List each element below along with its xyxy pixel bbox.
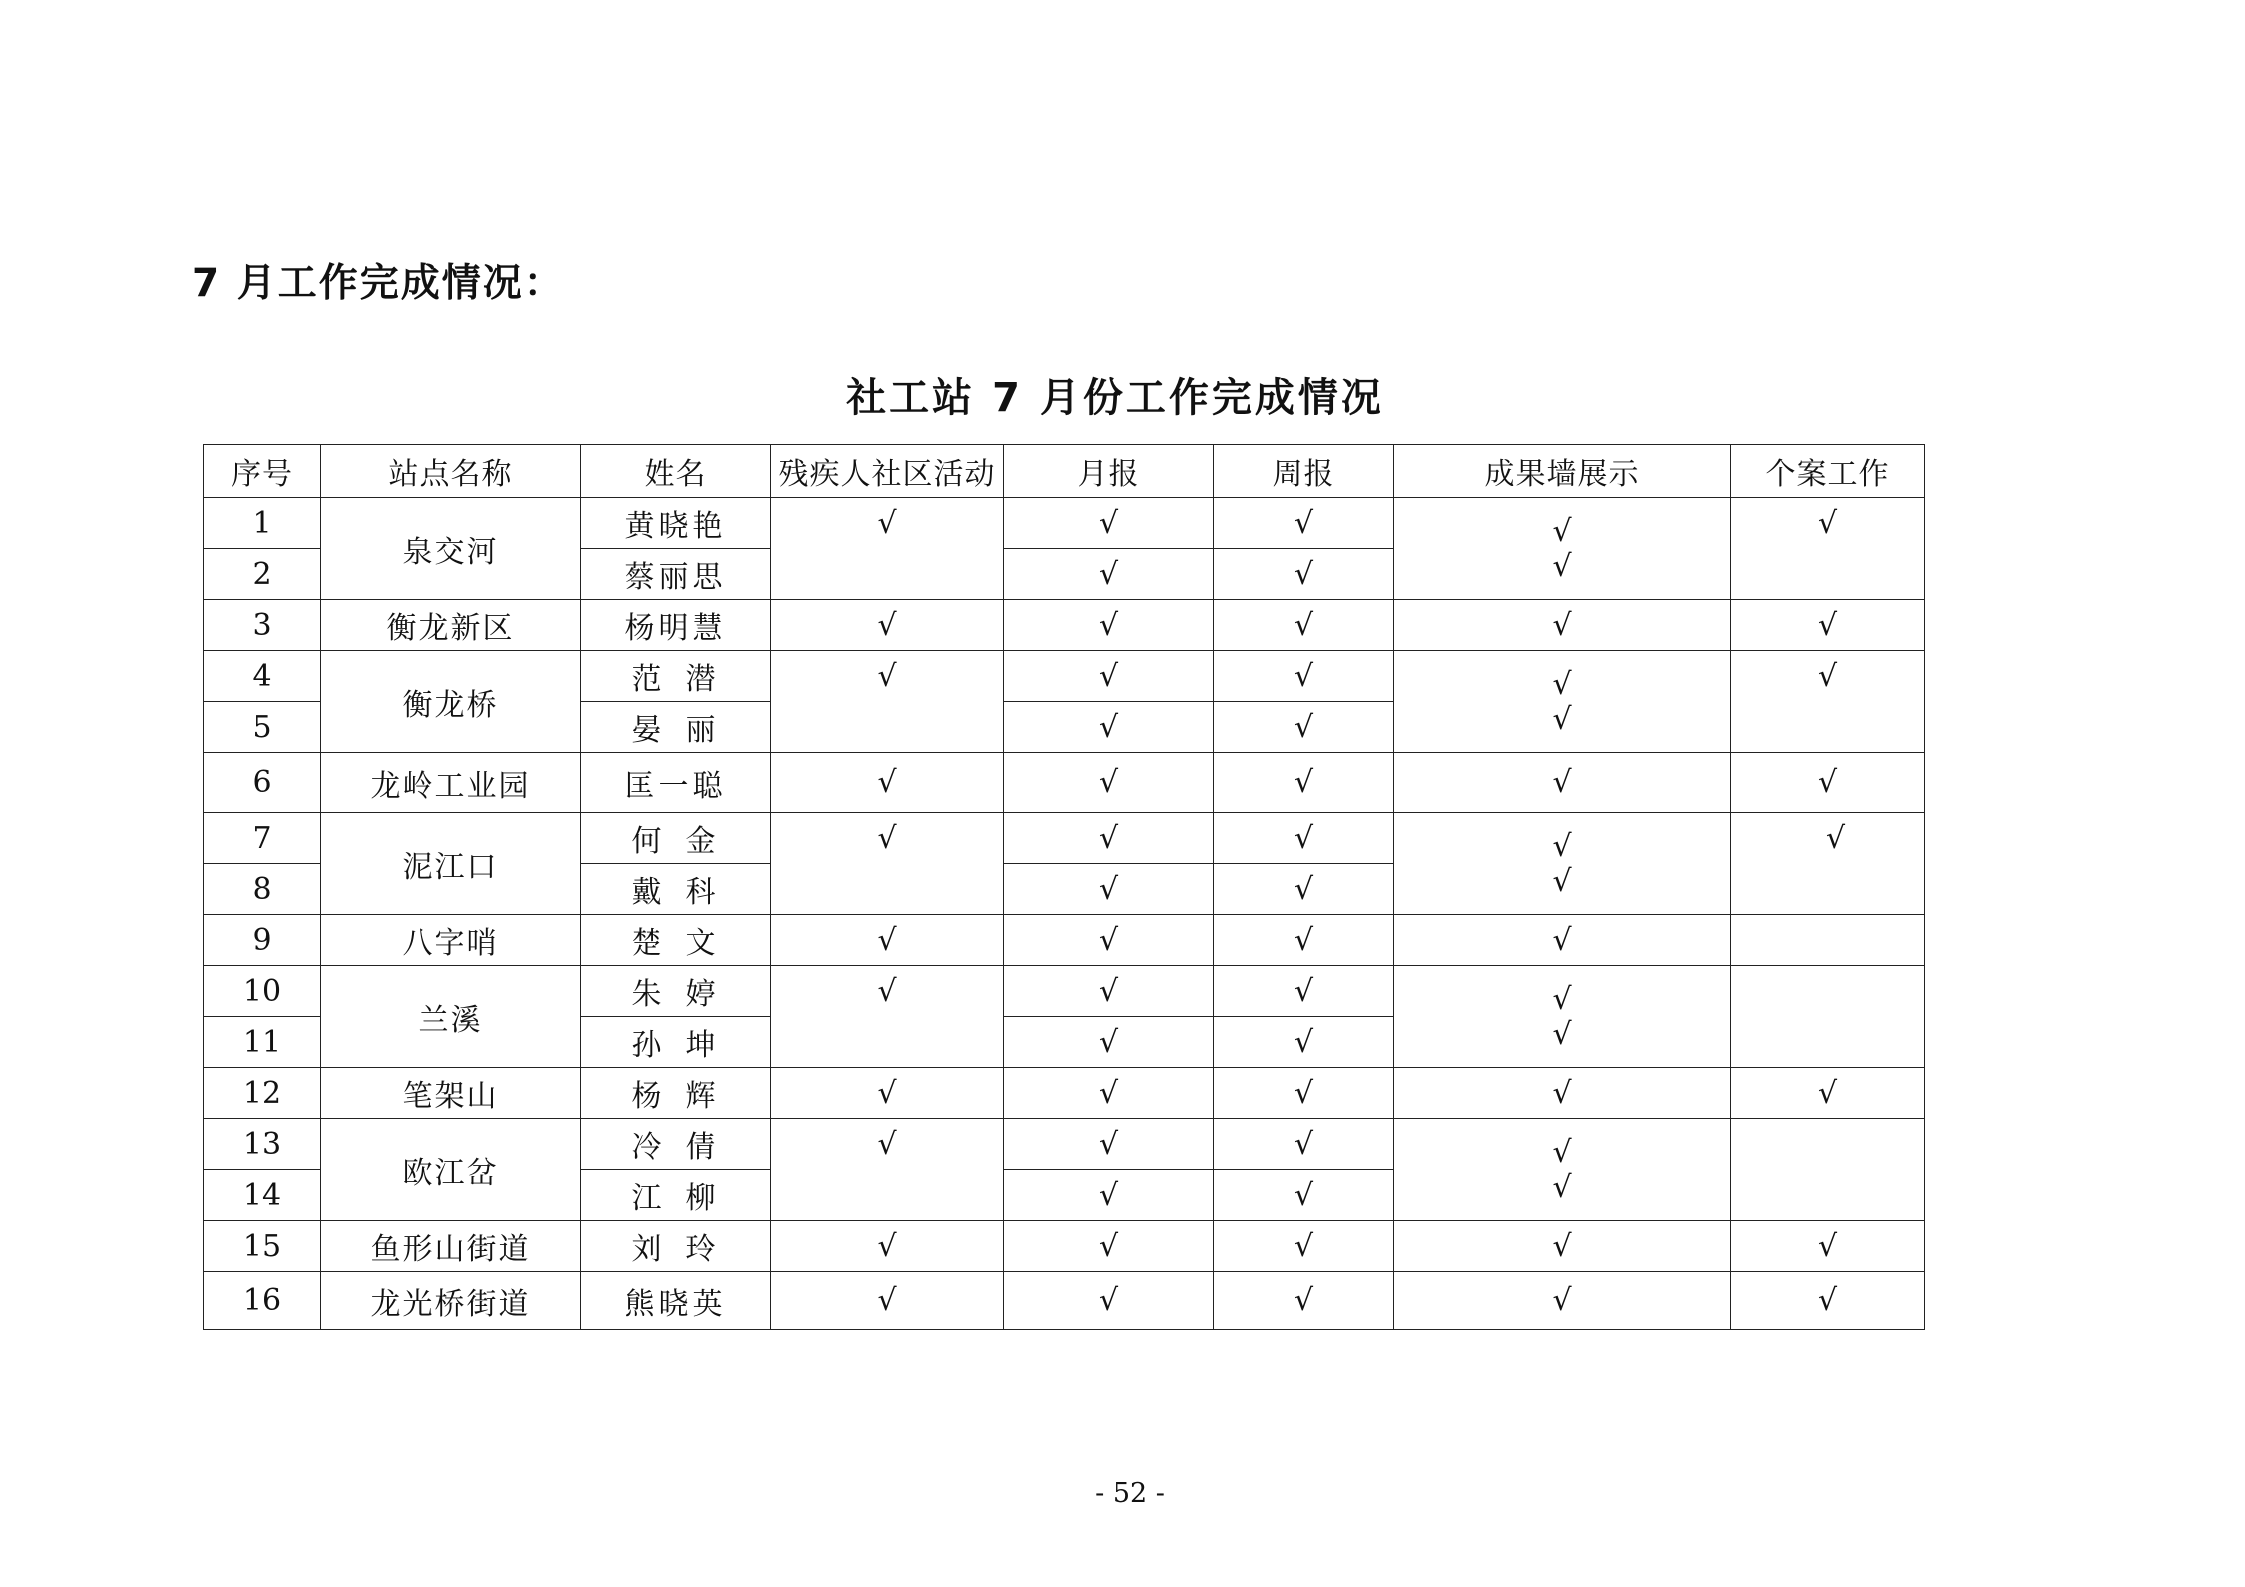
check-mark: √	[1214, 1068, 1394, 1119]
worker-name: 戴科	[581, 864, 771, 915]
check-mark: √	[1394, 1272, 1731, 1330]
site-name: 兰溪	[321, 966, 581, 1068]
worker-name: 孙坤	[581, 1017, 771, 1068]
worker-name: 刘玲	[581, 1221, 771, 1272]
row-no: 12	[204, 1068, 321, 1119]
check-mark: √	[1004, 1170, 1214, 1221]
check-mark: √	[1731, 1272, 1925, 1330]
check-mark: √	[1214, 549, 1394, 600]
check-mark: √	[771, 915, 1004, 966]
row-no: 9	[204, 915, 321, 966]
check-mark: √	[771, 498, 1004, 600]
table-row	[204, 966, 1925, 1017]
check-mark: √	[1214, 966, 1394, 1017]
table-row	[204, 753, 1925, 813]
check-mark-pair: √ √	[1394, 966, 1731, 1068]
check-mark: √	[1731, 1068, 1925, 1119]
worker-name: 朱婷	[581, 966, 771, 1017]
check-mark: √	[1004, 549, 1214, 600]
row-no: 11	[204, 1017, 321, 1068]
check-mark: √	[1214, 753, 1394, 813]
table-row	[204, 651, 1925, 702]
check-mark: √	[1214, 915, 1394, 966]
table-row	[204, 1068, 1925, 1119]
check-mark: √	[1214, 813, 1394, 864]
check-mark: √	[1214, 1221, 1394, 1272]
check-mark: √	[1004, 1017, 1214, 1068]
site-name: 泥江口	[321, 813, 581, 915]
check-mark: √	[1004, 915, 1214, 966]
row-no: 13	[204, 1119, 321, 1170]
row-no: 16	[204, 1272, 321, 1330]
check-mark: √	[1731, 498, 1925, 600]
check-mark: √	[1004, 966, 1214, 1017]
check-mark: √	[771, 753, 1004, 813]
header-row	[204, 445, 1925, 498]
row-no: 2	[204, 549, 321, 600]
header-name: 姓名	[581, 445, 771, 498]
check-mark: √	[1731, 813, 1925, 915]
check-mark: √	[1394, 753, 1731, 813]
row-no: 8	[204, 864, 321, 915]
check-mark: √	[1004, 600, 1214, 651]
table-row	[204, 813, 1925, 864]
check-mark: √	[771, 600, 1004, 651]
worker-name: 何金	[581, 813, 771, 864]
check-mark-pair: √ √	[1394, 1119, 1731, 1221]
check-mark: √	[1731, 651, 1925, 753]
row-no: 3	[204, 600, 321, 651]
check-mark: √	[1394, 915, 1731, 966]
worker-name: 晏丽	[581, 702, 771, 753]
row-no: 4	[204, 651, 321, 702]
site-name: 衡龙新区	[321, 600, 581, 651]
worker-name: 黄晓艳	[581, 498, 771, 549]
worker-name: 匡一聪	[581, 753, 771, 813]
check-mark: √	[1004, 1068, 1214, 1119]
check-mark: √	[771, 966, 1004, 1068]
check-mark: √	[1394, 1221, 1731, 1272]
check-mark-pair: √ √	[1394, 498, 1731, 600]
check-mark: √	[1214, 702, 1394, 753]
worker-name: 楚文	[581, 915, 771, 966]
check-mark: √	[1214, 1119, 1394, 1170]
worker-name: 杨辉	[581, 1068, 771, 1119]
row-no: 5	[204, 702, 321, 753]
check-mark: √	[771, 1221, 1004, 1272]
empty-cell	[1731, 915, 1925, 966]
check-mark: √	[1214, 1170, 1394, 1221]
table-row	[204, 498, 1925, 549]
table-row	[204, 915, 1925, 966]
header-case-work: 个案工作	[1731, 445, 1925, 498]
check-mark: √	[771, 1119, 1004, 1221]
site-name: 鱼形山街道	[321, 1221, 581, 1272]
check-mark: √	[1214, 600, 1394, 651]
page-number: - 52 -	[1095, 1478, 1165, 1509]
check-mark: √	[1731, 1221, 1925, 1272]
check-mark-pair: √ √	[1394, 651, 1731, 753]
check-mark: √	[1214, 498, 1394, 549]
empty-cell	[1731, 966, 1925, 1068]
worker-name: 蔡丽思	[581, 549, 771, 600]
table-row	[204, 1221, 1925, 1272]
check-mark: √	[1394, 1068, 1731, 1119]
check-mark: √	[1214, 651, 1394, 702]
site-name: 衡龙桥	[321, 651, 581, 753]
table-row	[204, 1272, 1925, 1330]
header-community-activity: 残疾人社区活动	[771, 445, 1004, 498]
check-mark: √	[1004, 1272, 1214, 1330]
worker-name: 范潜	[581, 651, 771, 702]
check-mark: √	[1214, 1017, 1394, 1068]
header-monthly-report: 月报	[1004, 445, 1214, 498]
check-mark: √	[1214, 864, 1394, 915]
row-no: 7	[204, 813, 321, 864]
check-mark: √	[1004, 651, 1214, 702]
check-mark: √	[1004, 1119, 1214, 1170]
check-mark: √	[1004, 864, 1214, 915]
row-no: 15	[204, 1221, 321, 1272]
check-mark-pair: √ √	[1394, 813, 1731, 915]
check-mark: √	[1004, 498, 1214, 549]
table-row	[204, 600, 1925, 651]
check-mark: √	[771, 813, 1004, 915]
worker-name: 冷倩	[581, 1119, 771, 1170]
check-mark: √	[1731, 600, 1925, 651]
header-site: 站点名称	[321, 445, 581, 498]
site-name: 龙光桥街道	[321, 1272, 581, 1330]
worker-name: 江柳	[581, 1170, 771, 1221]
check-mark: √	[1004, 813, 1214, 864]
worker-name: 杨明慧	[581, 600, 771, 651]
row-no: 6	[204, 753, 321, 813]
header-no: 序号	[204, 445, 321, 498]
check-mark: √	[771, 1272, 1004, 1330]
check-mark: √	[1004, 702, 1214, 753]
header-achievement-wall: 成果墙展示	[1394, 445, 1731, 498]
site-name: 泉交河	[321, 498, 581, 600]
site-name: 笔架山	[321, 1068, 581, 1119]
check-mark: √	[1004, 753, 1214, 813]
section-heading: 7 月工作完成情况：	[192, 261, 565, 306]
empty-cell	[1731, 1119, 1925, 1221]
worker-name: 熊晓英	[581, 1272, 771, 1330]
check-mark: √	[1731, 753, 1925, 813]
row-no: 14	[204, 1170, 321, 1221]
row-no: 1	[204, 498, 321, 549]
table-row	[204, 1119, 1925, 1170]
site-name: 欧江岔	[321, 1119, 581, 1221]
work-completion-table	[203, 444, 1925, 1330]
check-mark: √	[1004, 1221, 1214, 1272]
site-name: 八字哨	[321, 915, 581, 966]
check-mark: √	[1394, 600, 1731, 651]
site-name: 龙岭工业园	[321, 753, 581, 813]
row-no: 10	[204, 966, 321, 1017]
check-mark: √	[1214, 1272, 1394, 1330]
check-mark: √	[771, 651, 1004, 753]
check-mark: √	[771, 1068, 1004, 1119]
table-title: 社工站 7 月份工作完成情况	[846, 375, 1384, 421]
header-weekly-report: 周报	[1214, 445, 1394, 498]
